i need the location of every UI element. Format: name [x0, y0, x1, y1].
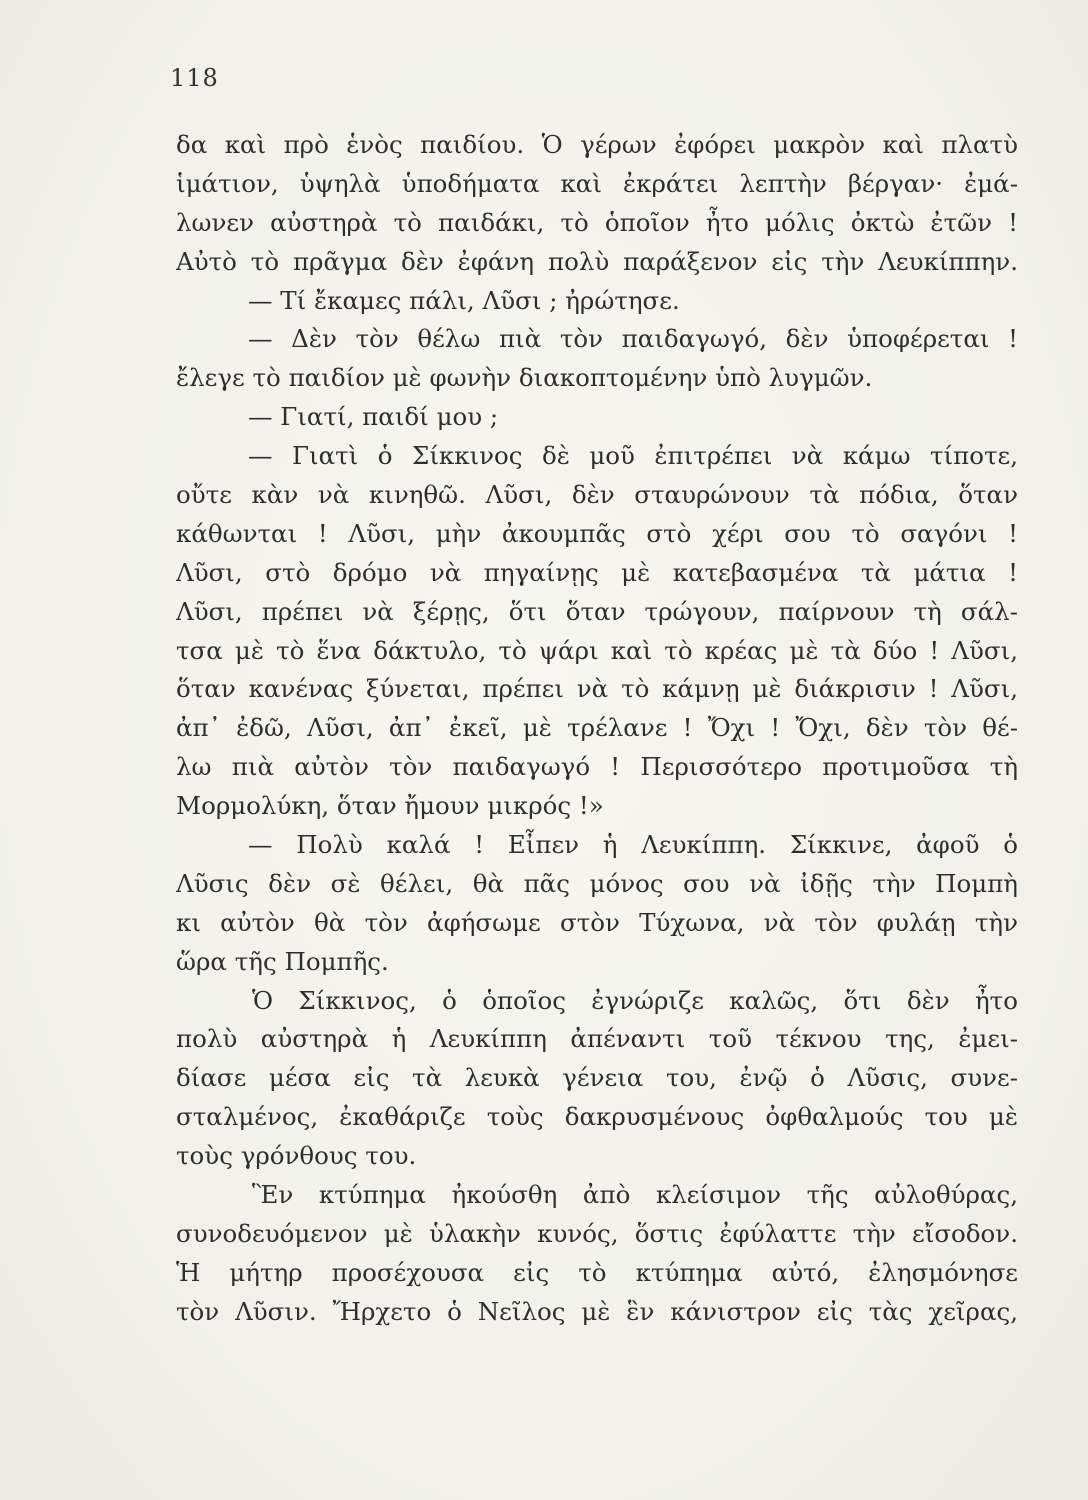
text-line: — Τί ἔκαμες πάλι, Λῦσι ; ἠρώτησε. — [248, 285, 680, 315]
text-line: οὔτε κὰν νὰ κινηθῶ. Λῦσι, δὲν σταυρώνουν τὰ πόδια, ὅταν — [176, 480, 1018, 510]
text-line: πολὺ αὐστηρὰ ἡ Λευκίππη ἀπέναντι τοῦ τέκνου της, ἐμει- — [176, 1024, 1018, 1054]
text-line: Αὐτὸ τὸ πρᾶγμα δὲν ἐφάνη πολὺ παράξενον εἰς τὴν Λευκίππην. — [176, 246, 1018, 276]
text-line: Λῦσι, στὸ δρόμο νὰ πηγαίνῃς μὲ κατεβασμένα τὰ μάτια ! — [176, 557, 1018, 587]
text-line: ὥρα τῆς Πομπῆς. — [176, 946, 389, 976]
text-line: τὸν Λῦσιν. Ἤρχετο ὁ Νεῖλος μὲ ἓν κάνιστρον εἰς τὰς χεῖρας, — [176, 1296, 1018, 1326]
text-line: λω πιὰ αὐτὸν τὸν παιδαγωγό ! Περισσότερο προτιμοῦσα τὴ — [176, 752, 1018, 782]
text-line: Ἡ μήτηρ προσέχουσα εἰς τὸ κτύπημα αὐτό, ἐλησμόνησε — [176, 1257, 1018, 1287]
text-line: κάθωνται ! Λῦσι, μὴν ἀκουμπᾶς στὸ χέρι σου τὸ σαγόνι ! — [176, 518, 1018, 548]
text-line: Ἓν κτύπημα ἠκούσθη ἀπὸ κλείσιμον τῆς αὐλοθύρας, — [252, 1180, 1018, 1210]
text-line: ἔλεγε τὸ παιδίον μὲ φωνὴν διακοπτομένην ὑπὸ λυγμῶν. — [176, 363, 873, 393]
text-line: — Γιατί, παιδί μου ; — [248, 402, 499, 432]
text-line: — Δὲν τὸν θέλω πιὰ τὸν παιδαγωγό, δὲν ὑποφέρεται ! — [248, 324, 1018, 354]
text-line: — Γιατὶ ὁ Σίκκινος δὲ μοῦ ἐπιτρέπει νὰ κάμω τίποτε, — [248, 441, 1018, 471]
text-line: λωνεν αὐστηρὰ τὸ παιδάκι, τὸ ὁποῖον ἦτο μόλις ὀκτὼ ἐτῶν ! — [176, 207, 1018, 237]
text-line: δα καὶ πρὸ ἑνὸς παιδίου. Ὁ γέρων ἐφόρει μακρὸν καὶ πλατὺ — [176, 130, 1018, 159]
text-line: ἀπ᾽ ἐδῶ, Λῦσι, ἀπ᾽ ἐκεῖ, μὲ τρέλανε ! Ὄχι ! Ὄχι, δὲν τὸν θέ- — [176, 713, 1018, 743]
text-line: κι αὐτὸν θὰ τὸν ἀφήσωμε στὸν Τύχωνα, νὰ τὸν φυλάῃ τὴν — [176, 907, 1018, 937]
text-line: συνοδευόμενον μὲ ὑλακὴν κυνός, ὅστις ἐφύλαττε τὴν εἴσοδον. — [176, 1218, 1018, 1248]
text-line: σταλμένος, ἐκαθάριζε τοὺς δακρυσμένους ὀφθαλμούς του μὲ — [176, 1102, 1018, 1132]
text-line: Λῦσι, πρέπει νὰ ξέρῃς, ὅτι ὅταν τρώγουν, παίρνουν τὴ σάλ- — [176, 596, 1018, 626]
text-line: ὅταν κανένας ξύνεται, πρέπει νὰ τὸ κάμνῃ μὲ διάκρισιν ! Λῦσι, — [176, 674, 1018, 704]
text-line: Ὁ Σίκκινος, ὁ ὁποῖος ἐγνώριζε καλῶς, ὅτι δὲν ἦτο — [252, 985, 1018, 1015]
text-line: δίασε μέσα εἰς τὰ λευκὰ γένεια του, ἐνῷ ὁ Λῦσις, συνε- — [176, 1063, 1018, 1093]
text-line: Λῦσις δὲν σὲ θέλει, θὰ πᾶς μόνος σου νὰ ἰδῇς τὴν Πομπὴ — [176, 868, 1018, 898]
text-line: ἱμάτιον, ὑψηλὰ ὑποδήματα καὶ ἐκράτει λεπτὴν βέργαν· ἐμά- — [176, 168, 1018, 198]
text-line: τσα μὲ τὸ ἕνα δάκτυλο, τὸ ψάρι καὶ τὸ κρέας μὲ τὰ δύο ! Λῦσι, — [176, 635, 1018, 665]
text-line: — Πολὺ καλά ! Εἶπεν ἡ Λευκίππη. Σίκκινε, ἀφοῦ ὁ — [248, 830, 1018, 860]
page-number: 118 — [170, 64, 219, 92]
body-text — [176, 126, 1018, 1332]
text-line: τοὺς γρόνθους του. — [176, 1141, 417, 1171]
text-line: Μορμολύκη, ὅταν ἤμουν μικρός !» — [176, 791, 604, 821]
